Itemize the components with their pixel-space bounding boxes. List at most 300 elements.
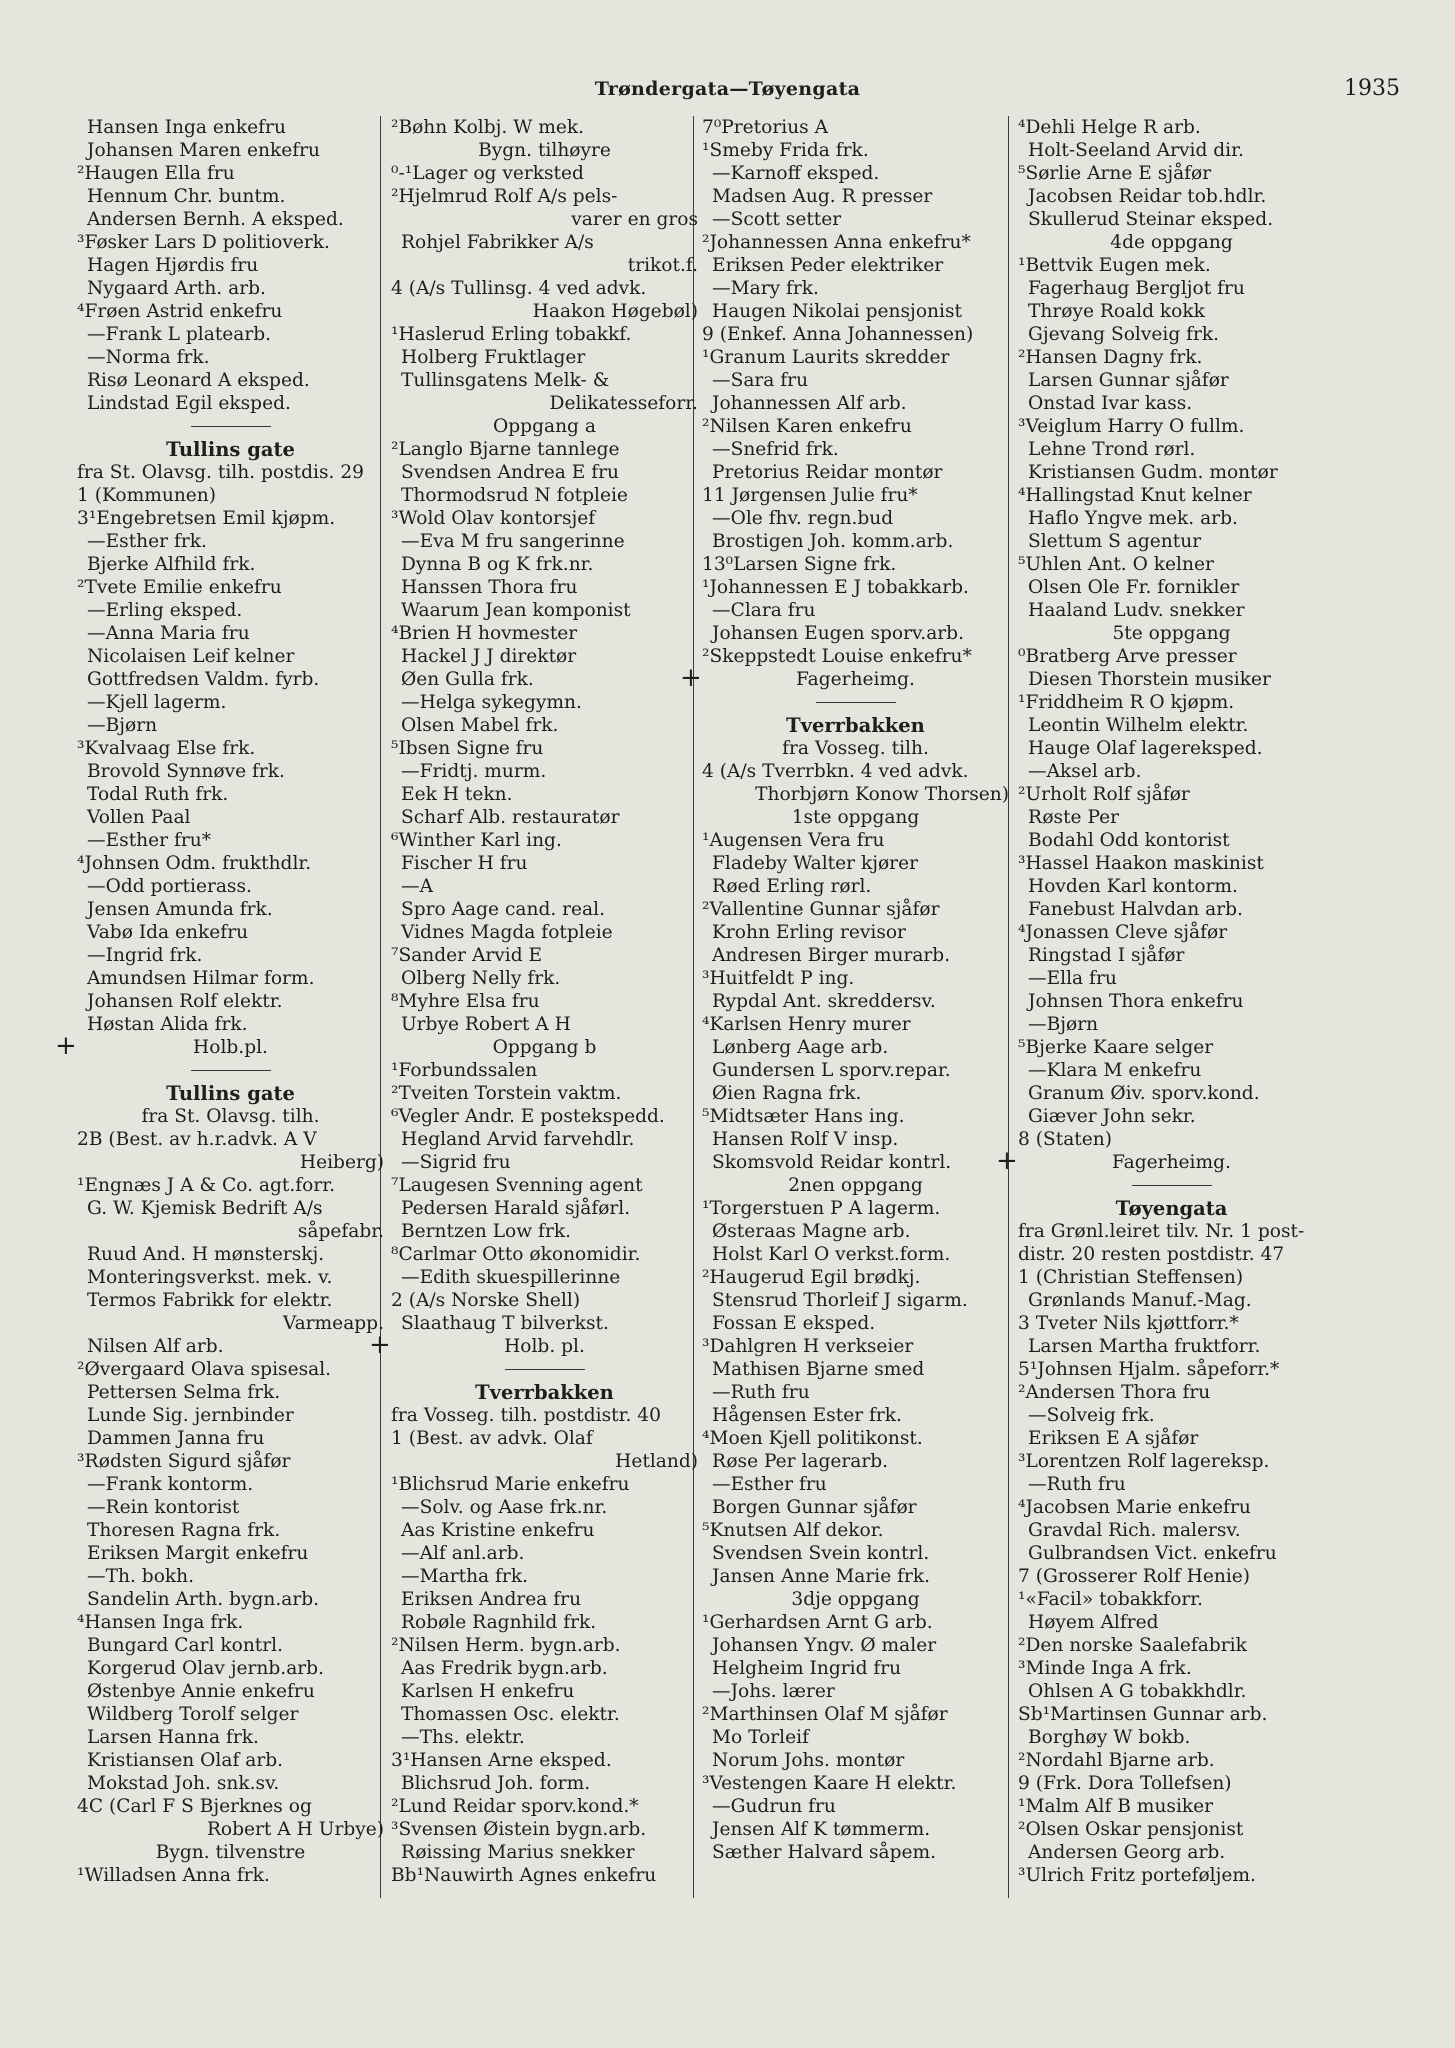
directory-entry: Grønlands Manuf.-Mag. (1028, 1290, 1252, 1311)
directory-entry: Wildberg Torolf selger (87, 1704, 299, 1725)
directory-entry: 8 (Staten) (1018, 1129, 1112, 1150)
directory-entry: —Helga sykegymn. (401, 692, 582, 713)
directory-entry: 2B (Best. av h.r.advk. A V (77, 1129, 317, 1150)
cross-street-note (996, 1146, 1325, 1176)
directory-entry: ³Rødsten Sigurd sjåfør (77, 1451, 291, 1472)
directory-entry: ¹Smeby Frida frk. (702, 140, 869, 161)
street-heading: Tverrbakken (786, 714, 925, 737)
directory-entry: —Klara M enkefru (1028, 1060, 1202, 1081)
directory-entry: Johansen Rolf elektr. (87, 991, 283, 1012)
directory-entry: Korgerud Olav jernb.arb. (87, 1658, 324, 1679)
directory-entry: —Bjørn (87, 715, 158, 736)
cross-street-plus-icon: + (369, 1330, 391, 1360)
directory-entry: Johnsen Thora enkefru (1028, 991, 1244, 1012)
directory-entry: Østeraas Magne arb. (712, 1221, 911, 1242)
directory-entry: ⁴Brien H hovmester (391, 623, 578, 644)
directory-entry: 1 (Best. av advk. Olaf (391, 1428, 593, 1449)
directory-entry: 11 Jørgensen Julie fru* (702, 485, 918, 506)
directory-entry: Helgheim Ingrid fru (712, 1658, 902, 1679)
street-heading: Tullins gate (166, 438, 295, 461)
directory-entry: Thorbjørn Konow Thorsen) (755, 784, 1009, 805)
directory-entry: —Martha frk. (401, 1566, 528, 1587)
directory-entry: Gundersen L sporv.repar. (712, 1060, 951, 1081)
section-separator (391, 1358, 698, 1381)
directory-entry: ⁴Hallingstad Knut kelner (1018, 485, 1252, 506)
directory-entry: ²Haugen Ella fru (77, 163, 235, 184)
directory-entry: ¹Augensen Vera fru (702, 830, 885, 851)
directory-entry: Thomassen Osc. elektr. (401, 1704, 620, 1725)
directory-entry: —Snefrid frk. (712, 439, 839, 460)
directory-entry: Andersen Bernh. A eksped. (87, 209, 344, 230)
directory-entry: —Sigrid fru (401, 1152, 511, 1173)
directory-entry: ²Andersen Thora fru (1018, 1382, 1211, 1403)
directory-entry: trikot.f. (627, 255, 698, 276)
directory-entry: Oppgang a (493, 416, 596, 437)
directory-entry: Amundsen Hilmar form. (87, 968, 315, 989)
directory-entry: Bjerke Alfhild frk. (87, 554, 256, 575)
directory-entry: Lønberg Aage arb. (712, 1037, 889, 1058)
directory-entry: Aas Fredrik bygn.arb. (401, 1658, 608, 1679)
directory-entry: Aas Kristine enkefru (401, 1520, 595, 1541)
directory-entry: Holberg Fruktlager (401, 347, 586, 368)
directory-entry: ⁴Hansen Inga frk. (77, 1612, 244, 1633)
directory-entry: Vidnes Magda fotpleie (401, 922, 613, 943)
directory-entry: ²Tvete Emilie enkefru (77, 577, 282, 598)
directory-entry: ¹Friddheim R O kjøpm. (1018, 692, 1235, 713)
directory-entry: Vabø Ida enkefru (87, 922, 249, 943)
directory-entry: Gravdal Rich. malersv. (1028, 1520, 1241, 1541)
directory-entry: Dynna B og K frk.nr. (401, 554, 594, 575)
directory-entry: fra Vosseg. tilh. (782, 738, 929, 759)
directory-entry: Urbye Robert A H (401, 1014, 571, 1035)
directory-entry: ¹Gerhardsen Arnt G arb. (702, 1612, 933, 1633)
directory-entry: ²Vallentine Gunnar sjåfør (702, 899, 940, 920)
directory-entry: Eriksen E A sjåfør (1028, 1428, 1199, 1449)
directory-entry: 1 (Christian Steffensen) (1018, 1267, 1244, 1288)
directory-entry: ²Urholt Rolf sjåfør (1018, 784, 1190, 805)
directory-entry: Hetland) (615, 1451, 698, 1472)
directory-entry: —Alf anl.arb. (401, 1543, 525, 1564)
cross-street-label: Holb.pl. (193, 1037, 268, 1058)
directory-entry: —Ruth fru (712, 1382, 810, 1403)
directory-entry: varer en gros (571, 209, 698, 230)
directory-entry: ³Minde Inga A frk. (1018, 1658, 1192, 1679)
directory-entry: fra St. Olavsg. tilh. postdis. 29 (77, 462, 364, 483)
directory-entry: ¹Bettvik Eugen mek. (1018, 255, 1211, 276)
directory-column-3 (680, 116, 1009, 1906)
directory-entry: Jansen Anne Marie frk. (712, 1566, 931, 1587)
directory-entry: Eriksen Margit enkefru (87, 1543, 309, 1564)
directory-entry: Slaathaug T bilverkst. (401, 1313, 609, 1334)
directory-entry: ⁵Bjerke Kaare selger (1018, 1037, 1214, 1058)
directory-entry: Nilsen Alf arb. (87, 1336, 224, 1357)
directory-entry: Blichsrud Joh. form. (401, 1773, 591, 1794)
directory-entry: 1 (Kommunen) (77, 485, 217, 506)
directory-entry: Gulbrandsen Vict. enkefru (1028, 1543, 1277, 1564)
directory-entry: Lehne Trond rørl. (1028, 439, 1196, 460)
directory-entry: Johansen Eugen sporv.arb. (712, 623, 964, 644)
directory-entry: Gjevang Solveig frk. (1028, 324, 1220, 345)
directory-entry: Brostigen Joh. komm.arb. (712, 531, 954, 552)
directory-entry: Hagen Hjørdis fru (87, 255, 259, 276)
directory-entry: Røste Per (1028, 807, 1120, 828)
directory-entry: ¹Torgerstuen P A lagerm. (702, 1198, 941, 1219)
directory-entry: 13⁰Larsen Signe frk. (702, 554, 897, 575)
directory-entry: Svendsen Andrea E fru (401, 462, 619, 483)
directory-entry: ¹Forbundssalen (391, 1060, 538, 1081)
directory-entry: Johannessen Alf arb. (712, 393, 907, 414)
directory-entry: Waarum Jean komponist (401, 600, 631, 621)
directory-entry: Hågensen Ester frk. (712, 1405, 902, 1426)
page-title: Trøndergata—Tøyengata (594, 78, 861, 100)
directory-entry: ³Wold Olav kontorsjef (391, 508, 596, 529)
directory-entry: —Fridtj. murm. (401, 761, 547, 782)
directory-entry: ³Svensen Øistein bygn.arb. (391, 1819, 647, 1840)
directory-entry: 3dje oppgang (791, 1589, 920, 1610)
directory-entry: Oppgang b (492, 1037, 597, 1058)
directory-entry: ²Olsen Oskar pensjonist (1018, 1819, 1244, 1840)
cross-street-plus-icon: + (55, 1031, 77, 1061)
cross-street-plus-icon: + (996, 1146, 1018, 1176)
directory-entry: Fagerhaug Bergljot fru (1028, 278, 1245, 299)
directory-entry: Eriksen Andrea fru (401, 1589, 582, 1610)
directory-entry: —Esther fru* (87, 830, 212, 851)
directory-entry: 3¹Hansen Arne eksped. (391, 1750, 612, 1771)
directory-entry: ¹Engnæs J A & Co. agt.forr. (77, 1175, 335, 1196)
directory-entry: 5¹Johnsen Hjalm. såpeforr.* (1018, 1359, 1280, 1380)
directory-entry: ⁴Jonassen Cleve sjåfør (1018, 922, 1228, 943)
directory-entry: —Scott setter (712, 209, 842, 230)
directory-entry: —Esther fru (712, 1474, 827, 1495)
directory-entry: 9 (Frk. Dora Tollefsen) (1018, 1773, 1232, 1794)
directory-entry: —Rein kontorist (87, 1497, 240, 1518)
directory-entry: 5te oppgang (1112, 623, 1231, 644)
street-heading: Tøyengata (1115, 1197, 1228, 1220)
street-heading: Tverrbakken (475, 1381, 614, 1404)
directory-entry: Lunde Sig. jernbinder (87, 1405, 294, 1426)
directory-entry: Borgen Gunnar sjåfør (712, 1497, 917, 1518)
directory-entry: ²Johannessen Anna enkefru* (702, 232, 971, 253)
directory-entry: Brovold Synnøve frk. (87, 761, 285, 782)
section-separator (77, 1059, 384, 1082)
directory-entry: 4 (A/s Tverrbkn. 4 ved advk. (702, 761, 969, 782)
directory-entry: 2 (A/s Norske Shell) (391, 1290, 581, 1311)
directory-entry: Haaland Ludv. snekker (1028, 600, 1245, 621)
directory-entry: Olsen Ole Fr. fornikler (1028, 577, 1240, 598)
directory-entry: ²Lund Reidar sporv.kond.* (391, 1796, 639, 1817)
directory-entry: Heiberg) (299, 1152, 384, 1173)
directory-entry: Rypdal Ant. skreddersv. (712, 991, 936, 1012)
directory-entry: Johansen Yngv. Ø maler (712, 1635, 937, 1656)
directory-entry: ¹Johannessen E J tobakkarb. (702, 577, 969, 598)
directory-entry: Onstad Ivar kass. (1028, 393, 1193, 414)
cross-street-note (369, 1330, 698, 1360)
directory-entry: Robøle Ragnhild frk. (401, 1612, 597, 1633)
directory-entry: Bb¹Nauwirth Agnes enkefru (391, 1865, 657, 1886)
directory-entry: ⁵Midtsæter Hans ing. (702, 1106, 905, 1127)
directory-entry: ³Ulrich Fritz porteføljem. (1018, 1865, 1256, 1886)
directory-column-4 (996, 116, 1325, 1906)
directory-entry: Skomsvold Reidar kontrl. (712, 1152, 952, 1173)
directory-entry: Østenbye Annie enkefru (87, 1681, 315, 1702)
directory-entry: Jacobsen Reidar tob.hdlr. (1028, 186, 1267, 207)
directory-entry: Madsen Aug. R presser (712, 186, 933, 207)
directory-entry: Øen Gulla frk. (401, 669, 534, 690)
directory-entry: ²Tveiten Torstein vaktm. (391, 1083, 622, 1104)
directory-entry: ²Marthinsen Olaf M sjåfør (702, 1704, 948, 1725)
directory-entry: 1ste oppgang (791, 807, 920, 828)
directory-entry: Stensrud Thorleif J sigarm. (712, 1290, 968, 1311)
directory-entry: Delikatesseforr. (549, 393, 698, 414)
directory-entry: Røed Erling rørl. (712, 876, 872, 897)
directory-entry: Eriksen Peder elektriker (712, 255, 944, 276)
directory-entry: ³Dahlgren H verkseier (702, 1336, 914, 1357)
directory-entry: Larsen Hanna frk. (87, 1727, 259, 1748)
directory-entry: Vollen Paal (87, 807, 191, 828)
directory-entry: ⁰-¹Lager og verksted (391, 163, 584, 184)
directory-entry: Berntzen Low frk. (401, 1221, 572, 1242)
directory-entry: ¹Haslerud Erling tobakkf. (391, 324, 632, 345)
directory-entry: Thormodsrud N fotpleie (401, 485, 628, 506)
directory-entry: Fanebust Halvdan arb. (1028, 899, 1243, 920)
directory-entry: Svendsen Svein kontrl. (712, 1543, 930, 1564)
directory-entry: —Sara fru (712, 370, 809, 391)
directory-entry: Kristiansen Gudm. montør (1028, 462, 1278, 483)
directory-entry: —Gudrun fru (712, 1796, 836, 1817)
directory-entry: Hackel J J direktør (401, 646, 577, 667)
directory-entry: 4de oppgang (1110, 232, 1233, 253)
directory-entry: fra Vosseg. tilh. postdistr. 40 (391, 1405, 661, 1426)
directory-entry: Thoresen Ragna frk. (87, 1520, 281, 1541)
directory-entry: Scharf Alb. restauratør (401, 807, 620, 828)
directory-entry: —Ruth fru (1028, 1474, 1126, 1495)
directory-entry: —Ths. elektr. (401, 1727, 525, 1748)
directory-entry: ²Øvergaard Olava spisesal. (77, 1359, 332, 1380)
directory-entry: Olsen Mabel frk. (401, 715, 559, 736)
cross-street-label: Holb. pl. (504, 1336, 585, 1357)
directory-entry: såpefabr. (297, 1221, 384, 1242)
directory-entry: Varmeapp. (282, 1313, 384, 1334)
directory-entry: —Solv. og Aase frk.nr. (401, 1497, 608, 1518)
directory-entry: Todal Ruth frk. (87, 784, 229, 805)
directory-entry: ²Bøhn Kolbj. W mek. (391, 117, 585, 138)
section-separator (77, 415, 384, 438)
directory-entry: ⁰Bratberg Arve presser (1018, 646, 1237, 667)
directory-entry: Nygaard Arth. arb. (87, 278, 266, 299)
directory-entry: Dammen Janna fru (87, 1428, 265, 1449)
directory-entry: ²Nilsen Karen enkefru (702, 416, 912, 437)
directory-entry: Haugen Nikolai pensjonist (712, 301, 962, 322)
directory-entry: ³Kvalvaag Else frk. (77, 738, 256, 759)
directory-entry: Hansen Inga enkefru (87, 117, 286, 138)
directory-entry: Holst Karl O verkst.form. (712, 1244, 951, 1265)
directory-entry: Skullerud Steinar eksped. (1028, 209, 1274, 230)
directory-entry: —Solveig frk. (1028, 1405, 1155, 1426)
cross-street-note (680, 663, 1009, 693)
directory-entry: Karlsen H enkefru (401, 1681, 575, 1702)
directory-entry: ¹Blichsrud Marie enkefru (391, 1474, 630, 1495)
directory-entry: Mo Torleif (712, 1727, 809, 1748)
directory-entry: —Odd portierass. (87, 876, 252, 897)
directory-entry: Hennum Chr. buntm. (87, 186, 286, 207)
directory-entry: Hauge Olaf lagereksped. (1028, 738, 1263, 759)
directory-entry: —Eva M fru sangerinne (401, 531, 625, 552)
directory-entry: 4 (A/s Tullinsg. 4 ved advk. (391, 278, 647, 299)
directory-entry: Monteringsverkst. mek. v. (87, 1267, 333, 1288)
cross-street-plus-icon: + (680, 663, 702, 693)
directory-entry: Lindstad Egil eksped. (87, 393, 291, 414)
directory-entry: Kristiansen Olaf arb. (87, 1750, 284, 1771)
directory-entry: Holt-Seeland Arvid dir. (1028, 140, 1244, 161)
directory-entry: fra St. Olavsg. tilh. (141, 1106, 320, 1127)
directory-entry: Mathisen Bjarne smed (712, 1359, 925, 1380)
directory-entry: —Norma frk. (87, 347, 210, 368)
directory-entry: Jensen Alf K tømmerm. (712, 1819, 931, 1840)
directory-entry: Haflo Yngve mek. arb. (1028, 508, 1238, 529)
directory-entry: Thrøye Roald kokk (1028, 301, 1205, 322)
directory-entry: —Bjørn (1028, 1014, 1099, 1035)
directory-entry: —A (401, 876, 434, 897)
directory-entry: ⁴Johnsen Odm. frukthdlr. (77, 853, 312, 874)
directory-entry: —Aksel arb. (1028, 761, 1142, 782)
directory-entry: ⁶Vegler Andr. E postekspedd. (391, 1106, 665, 1127)
directory-entry: Fossan E eksped. (712, 1313, 876, 1334)
directory-entry: Spro Aage cand. real. (401, 899, 605, 920)
directory-entry: —Kjell lagerm. (87, 692, 227, 713)
directory-entry: Pedersen Harald sjåførl. (401, 1198, 631, 1219)
directory-entry: Ohlsen A G tobakkhdlr. (1028, 1681, 1247, 1702)
directory-entry: ²Den norske Saalefabrik (1018, 1635, 1247, 1656)
directory-entry: Hansen Rolf V insp. (712, 1129, 899, 1150)
directory-entry: Hegland Arvid farvehdlr. (401, 1129, 635, 1150)
directory-entry: Ruud And. H mønsterskj. (87, 1244, 325, 1265)
directory-entry: Høyem Alfred (1028, 1612, 1159, 1633)
directory-entry: Røse Per lagerarb. (712, 1451, 889, 1472)
directory-entry: Fladeby Walter kjører (712, 853, 918, 874)
directory-entry: Robert A H Urbye) (206, 1819, 384, 1840)
directory-entry: ¹Willadsen Anna frk. (77, 1865, 270, 1886)
directory-entry: ⁴Jacobsen Marie enkefru (1018, 1497, 1251, 1518)
directory-entry: 3 Tveter Nils kjøttforr.* (1018, 1313, 1239, 1334)
directory-entry: 3¹Engebretsen Emil kjøpm. (77, 508, 336, 529)
directory-entry: ⁵Uhlen Ant. O kelner (1018, 554, 1214, 575)
directory-entry: ⁴Moen Kjell politikonst. (702, 1428, 923, 1449)
directory-entry: ⁵Knutsen Alf dekor. (702, 1520, 884, 1541)
directory-entry: fra Grønl.leiret tilv. Nr. 1 post- (1018, 1221, 1305, 1242)
directory-entry: ⁴Karlsen Henry murer (702, 1014, 911, 1035)
directory-entry: ³Vestengen Kaare H elektr. (702, 1773, 957, 1794)
directory-entry: Sb¹Martinsen Gunnar arb. (1018, 1704, 1268, 1725)
directory-entry: —Edith skuespillerinne (401, 1267, 621, 1288)
directory-column-1 (55, 116, 384, 1906)
directory-entry: Olberg Nelly frk. (401, 968, 561, 989)
directory-entry: ⁶Winther Karl ing. (391, 830, 562, 851)
directory-entry: 2nen oppgang (788, 1175, 923, 1196)
directory-entry: ²Langlo Bjarne tannlege (391, 439, 620, 460)
directory-entry: Risø Leonard A eksped. (87, 370, 310, 391)
directory-entry: Krohn Erling revisor (712, 922, 906, 943)
directory-entry: —Ella fru (1028, 968, 1117, 989)
directory-entry: ⁴Frøen Astrid enkefru (77, 301, 283, 322)
directory-entry: —Esther frk. (87, 531, 207, 552)
directory-entry: ²Haugerud Egil brødkj. (702, 1267, 921, 1288)
directory-entry: Nicolaisen Leif kelner (87, 646, 295, 667)
directory-entry: —Ole fhv. regn.bud (712, 508, 894, 529)
section-separator (1018, 1174, 1325, 1197)
directory-entry: 9 (Enkef. Anna Johannessen) (702, 324, 974, 345)
directory-entry: Bygn. tilvenstre (155, 1842, 306, 1863)
directory-entry: distr. 20 resten postdistr. 47 (1018, 1244, 1285, 1265)
directory-entry: ³Hassel Haakon maskinist (1018, 853, 1264, 874)
directory-entry: Sandelin Arth. bygn.arb. (87, 1589, 320, 1610)
directory-entry: Granum Øiv. sporv.kond. (1028, 1083, 1260, 1104)
section-separator (702, 691, 1009, 714)
directory-entry: Hanssen Thora fru (401, 577, 578, 598)
directory-entry: ¹«Facil» tobakkforr. (1018, 1589, 1204, 1610)
directory-entry: Pretorius Reidar montør (712, 462, 943, 483)
directory-entry: —Clara fru (712, 600, 816, 621)
directory-entry: Fischer H fru (401, 853, 528, 874)
directory-entry: —Mary frk. (712, 278, 819, 299)
directory-entry: Høstan Alida frk. (87, 1014, 248, 1035)
directory-entry: ³Lorentzen Rolf lagereksp. (1018, 1451, 1270, 1472)
cross-street-label: Fagerheimg. (1112, 1152, 1231, 1173)
directory-entry: —Erling eksped. (87, 600, 243, 621)
directory-entry: 7⁰Pretorius A (702, 117, 829, 138)
directory-entry: ²Nordahl Bjarne arb. (1018, 1750, 1215, 1771)
directory-entry: Bodahl Odd kontorist (1028, 830, 1230, 851)
directory-entry: G. W. Kjemisk Bedrift A/s (87, 1198, 323, 1219)
directory-entry: ³Huitfeldt P ing. (702, 968, 855, 989)
directory-entry: ²Hansen Dagny frk. (1018, 347, 1203, 368)
directory-entry: Jensen Amunda frk. (87, 899, 273, 920)
directory-entry: Rohjel Fabrikker A/s (401, 232, 594, 253)
directory-entry: Gottfredsen Valdm. fyrb. (87, 669, 320, 690)
directory-entry: Eek H tekn. (401, 784, 513, 805)
directory-entry: Sæther Halvard såpem. (712, 1842, 937, 1863)
directory-entry: Borghøy W bokb. (1028, 1727, 1191, 1748)
directory-entry: ³Veiglum Harry O fullm. (1018, 416, 1245, 437)
directory-entry: ⁸Myhre Elsa fru (391, 991, 540, 1012)
street-heading: Tullins gate (166, 1082, 295, 1105)
directory-entry: Johansen Maren enkefru (87, 140, 321, 161)
directory-entry: ³Føsker Lars D politioverk. (77, 232, 330, 253)
directory-entry: Bungard Carl kontrl. (87, 1635, 284, 1656)
directory-entry: Diesen Thorstein musiker (1028, 669, 1271, 690)
directory-entry: —Johs. lærer (712, 1681, 835, 1702)
directory-entry: —Karnoff eksped. (712, 163, 880, 184)
directory-entry: ²Nilsen Herm. bygn.arb. (391, 1635, 621, 1656)
directory-entry: Andersen Georg arb. (1028, 1842, 1226, 1863)
directory-entry: Haakon Høgebøl) (532, 301, 698, 322)
directory-entry: —Frank kontorm. (87, 1474, 254, 1495)
directory-entry: ⁷Sander Arvid E (391, 945, 543, 966)
directory-entry: ⁵Sørlie Arne E sjåfør (1018, 163, 1212, 184)
directory-entry: ⁸Carlmar Otto økonomidir. (391, 1244, 641, 1265)
cross-street-note (55, 1031, 384, 1061)
directory-entry: Tullinsgatens Melk- & (401, 370, 610, 391)
directory-entry: Øien Ragna frk. (712, 1083, 862, 1104)
directory-entry: Røissing Marius snekker (401, 1842, 635, 1863)
directory-entry: —Frank L platearb. (87, 324, 272, 345)
directory-entry: Larsen Martha fruktforr. (1028, 1336, 1261, 1357)
directory-entry: 7 (Grosserer Rolf Henie) (1018, 1566, 1251, 1587)
directory-entry: ⁴Dehli Helge R arb. (1018, 117, 1201, 138)
directory-entry: Larsen Gunnar sjåfør (1028, 370, 1229, 391)
directory-entry: Mokstad Joh. snk.sv. (87, 1773, 280, 1794)
directory-entry: Giæver John sekr. (1028, 1106, 1196, 1127)
directory-entry: ¹Granum Laurits skredder (702, 347, 950, 368)
